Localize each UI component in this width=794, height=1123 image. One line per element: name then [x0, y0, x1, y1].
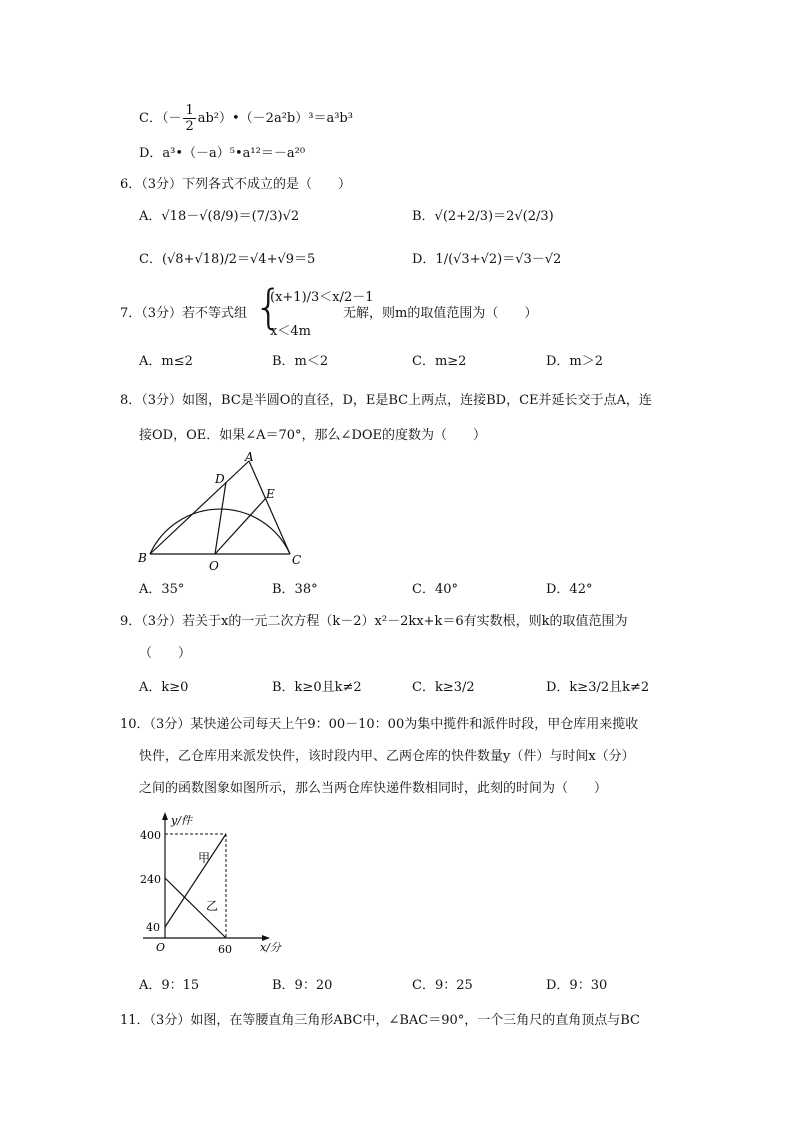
y-axis-arrow: [162, 812, 168, 820]
y-tick-400: 400: [140, 829, 161, 842]
label-c: C: [292, 553, 302, 567]
segment-ba: [150, 461, 249, 554]
x-tick-60: 60: [218, 943, 232, 956]
q10-option-d: D．9：30: [546, 978, 608, 993]
q11-line-1: 11．（3分）如图，在等腰直角三角形ABC中，∠BAC＝90°，一个三角尺的直角顶点与BC: [120, 1013, 641, 1028]
q5-option-c: C．（－ $\frac{1}{2}$ ab²）•（－2a²b）³＝a³b³: [139, 103, 353, 134]
q8-option-a: A．35°: [139, 582, 185, 597]
q9-option-a: A．k≥0: [139, 680, 189, 695]
q7-option-a: A．m≤2: [139, 354, 193, 369]
q7-inequality-2: x＜4m: [270, 324, 311, 339]
label-e: E: [266, 487, 275, 501]
q10-line-2: 快件，乙仓库用来派发快件，该时段内甲、乙两仓库的快件数量y（件）与时间x（分）: [139, 749, 635, 764]
q6-option-b: B．√(2+2/3)＝2√(2/3): [412, 209, 554, 224]
q7-option-b: B．m＜2: [272, 354, 329, 369]
q8-option-d: D．42°: [546, 582, 593, 597]
q8-line-1: 8．（3分）如图，BC是半圆O的直径，D，E是BC上两点，连接BD，CE并延长交于点A，连: [120, 393, 652, 408]
q9-line-2: （ ）: [139, 646, 192, 661]
q7-option-c: C．m≥2: [412, 354, 467, 369]
q7-option-d: D．m＞2: [546, 354, 604, 369]
y-tick-240: 240: [140, 873, 161, 886]
q8-semicircle-figure: [135, 450, 315, 575]
q8-line-2: 接OD，OE．如果∠A＝70°，那么∠DOE的度数为（ ）: [139, 428, 487, 443]
label-d: D: [215, 472, 225, 486]
label-yi: 乙: [206, 899, 219, 913]
q9-line-1: 9．（3分）若关于x的一元二次方程（k－2）x²－2kx+k＝6有实数根，则k的取值范围为: [120, 614, 628, 629]
origin-label: O: [156, 941, 166, 954]
q6-option-c: C．(√8+√18)/2＝√4+√9＝5: [139, 252, 316, 267]
segment-ca: [249, 461, 290, 554]
y-tick-40: 40: [146, 921, 160, 934]
q7-prefix: 7．（3分）若不等式组: [120, 306, 248, 321]
q8-option-b: B．38°: [272, 582, 318, 597]
label-b: B: [138, 551, 147, 565]
q7-suffix: 无解，则m的取值范围为（ ）: [343, 306, 538, 321]
x-axis-label: x/分: [260, 941, 281, 954]
q5-fraction: $\frac{1}{2}$: [185, 103, 194, 134]
semicircle-arc: [150, 509, 290, 554]
q7-brace: {: [254, 280, 284, 334]
q5-option-d: D．a³•（－a）⁵•a¹²＝－a²⁰: [139, 146, 306, 161]
q9-option-c: C．k≥3/2: [412, 680, 475, 695]
q9-option-b: B．k≥0且k≠2: [272, 680, 362, 695]
q10-option-a: A．9：15: [139, 978, 200, 993]
q10-function-graph: [138, 810, 298, 960]
q6-option-d: D．1/(√3+√2)＝√3－√2: [412, 252, 562, 267]
q10-option-b: B．9：20: [272, 978, 333, 993]
label-o: O: [209, 559, 219, 573]
line-jia: [165, 834, 226, 927]
q6-option-a: A．√18－√(8/9)＝(7/3)√2: [139, 209, 300, 224]
label-a: A: [245, 450, 254, 464]
q7-inequality-1: (x+1)/3＜x/2－1: [270, 290, 374, 305]
q6-stem: 6．（3分）下列各式不成立的是（ ）: [120, 177, 352, 192]
q10-line-3: 之间的函数图象如图所示，那么当两仓库快递件数相同时，此刻的时间为（ ）: [139, 781, 608, 796]
q9-option-d: D．k≥3/2且k≠2: [546, 680, 650, 695]
q10-line-1: 10．（3分）某快递公司每天上午9：00－10：00为集中揽件和派件时段，甲仓库用来揽收: [120, 717, 639, 732]
q10-option-c: C．9：25: [412, 978, 473, 993]
label-jia: 甲: [198, 851, 211, 865]
y-axis-label: y/件: [171, 814, 192, 827]
q8-option-c: C．40°: [412, 582, 458, 597]
